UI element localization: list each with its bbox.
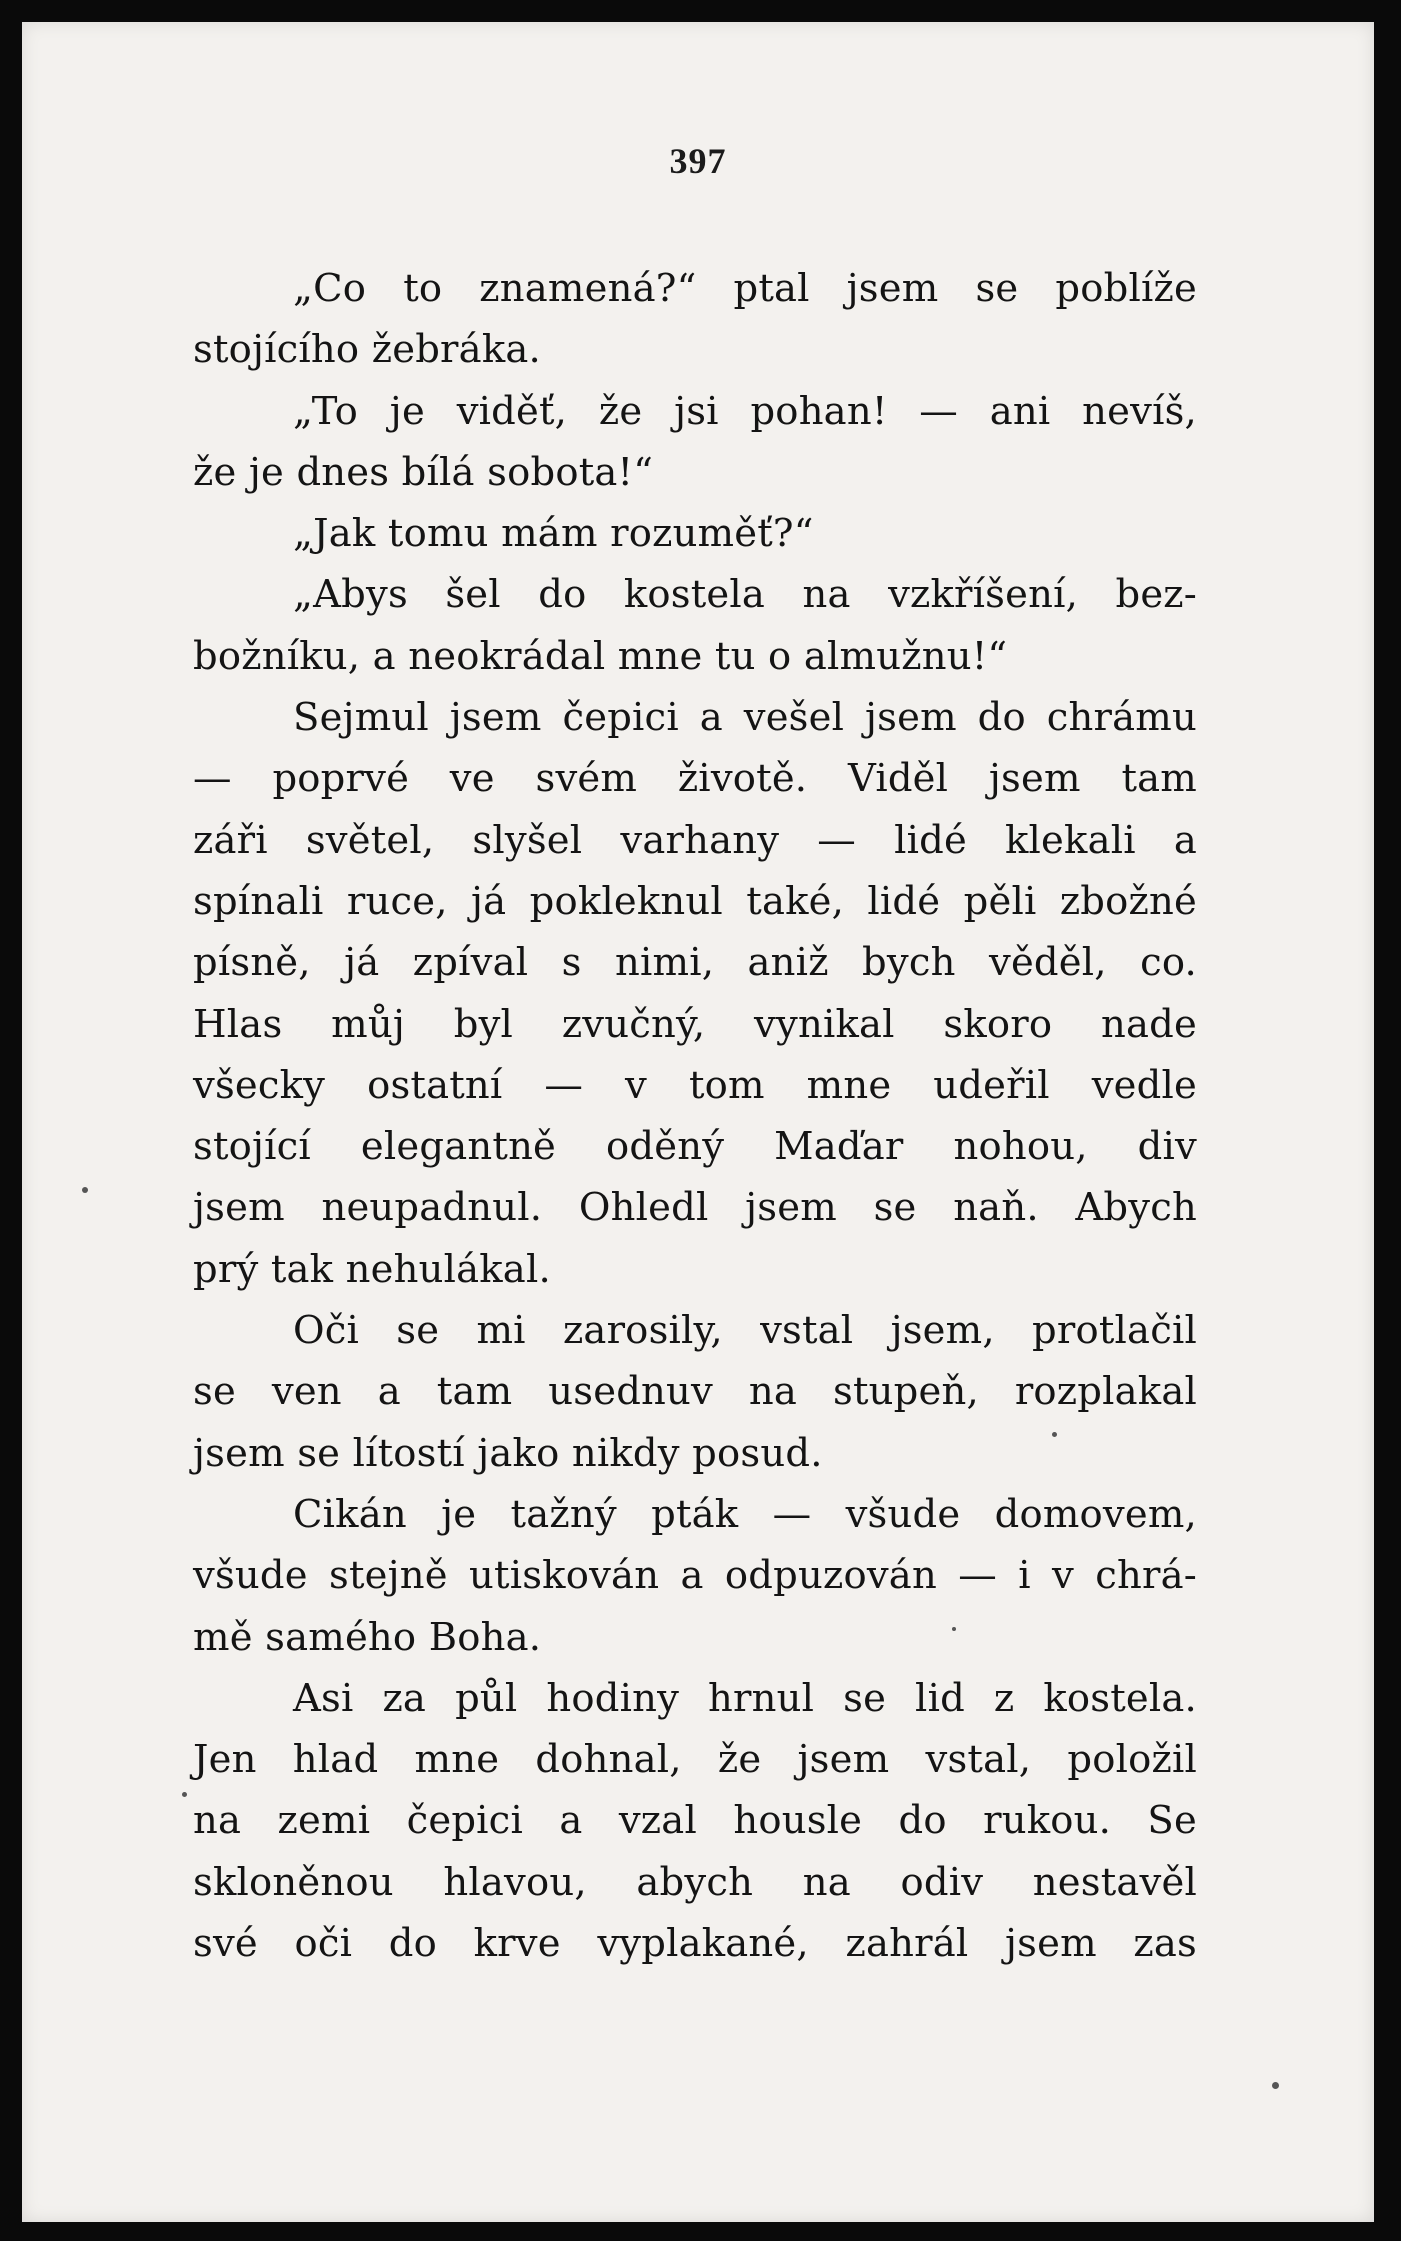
print-speck	[1052, 1432, 1057, 1437]
book-page	[22, 22, 1374, 2222]
text-line: skloněnou hlavou, abych na odiv nestavěl	[193, 1859, 1197, 1905]
text-line: „Jak tomu mám rozuměť?“	[293, 511, 814, 557]
text-line: „Co to znamená?“ ptal jsem se poblíže	[293, 266, 1197, 311]
text-line: Oči se mi zarosily, vstal jsem, protlačil	[293, 1308, 1197, 1354]
text-line: Cikán je tažný pták — všude domovem,	[293, 1491, 1197, 1537]
text-line: „Abys šel do kostela na vzkříšení, bez-	[293, 572, 1197, 618]
text-line: všecky ostatní — v tom mne udeřil vedle	[193, 1062, 1197, 1108]
body-text	[193, 258, 1197, 1974]
print-speck	[82, 1187, 88, 1193]
print-speck	[182, 1792, 187, 1797]
text-line: mě samého Boha.	[193, 1614, 542, 1660]
text-line: „To je viděť, že jsi pohan! — ani nevíš,	[293, 388, 1197, 434]
text-line: spínali ruce, já pokleknul také, lidé pěli zbožné	[193, 878, 1197, 924]
text-line: Hlas můj byl zvučný, vynikal skoro nade	[193, 1001, 1197, 1047]
text-line: na zemi čepici a vzal housle do rukou. Se	[193, 1798, 1197, 1844]
text-line: písně, já zpíval s nimi, aniž bych věděl, co.	[193, 940, 1197, 986]
text-line: prý tak nehulákal.	[193, 1246, 551, 1292]
text-line: záři světel, slyšel varhany — lidé klekali a	[193, 817, 1197, 863]
text-line: stojící elegantně oděný Maďar nohou, div	[193, 1124, 1197, 1170]
text-line: jsem se lítostí jako nikdy posud.	[193, 1430, 823, 1476]
text-line: jsem neupadnul. Ohledl jsem se naň. Abych	[193, 1185, 1197, 1231]
text-line: — poprvé ve svém životě. Viděl jsem tam	[193, 756, 1197, 802]
text-line: stojícího žebráka.	[193, 327, 541, 373]
text-line: že je dnes bílá sobota!“	[193, 449, 654, 495]
print-speck	[1272, 2082, 1279, 2089]
print-speck	[952, 1627, 956, 1631]
text-line: božníku, a neokrádal mne tu o almužnu!“	[193, 633, 1008, 679]
text-line: Asi za půl hodiny hrnul se lid z kostela.	[293, 1675, 1197, 1721]
text-line: Jen hlad mne dohnal, že jsem vstal, položil	[193, 1737, 1197, 1783]
text-line: Sejmul jsem čepici a vešel jsem do chrámu	[293, 695, 1197, 741]
page-number: 397	[669, 141, 727, 181]
text-line: své oči do krve vyplakané, zahrál jsem zas	[193, 1921, 1197, 1967]
text-line: se ven a tam usednuv na stupeň, rozplakal	[193, 1369, 1197, 1415]
text-line: všude stejně utiskován a odpuzován — i v chrá-	[193, 1553, 1197, 1599]
